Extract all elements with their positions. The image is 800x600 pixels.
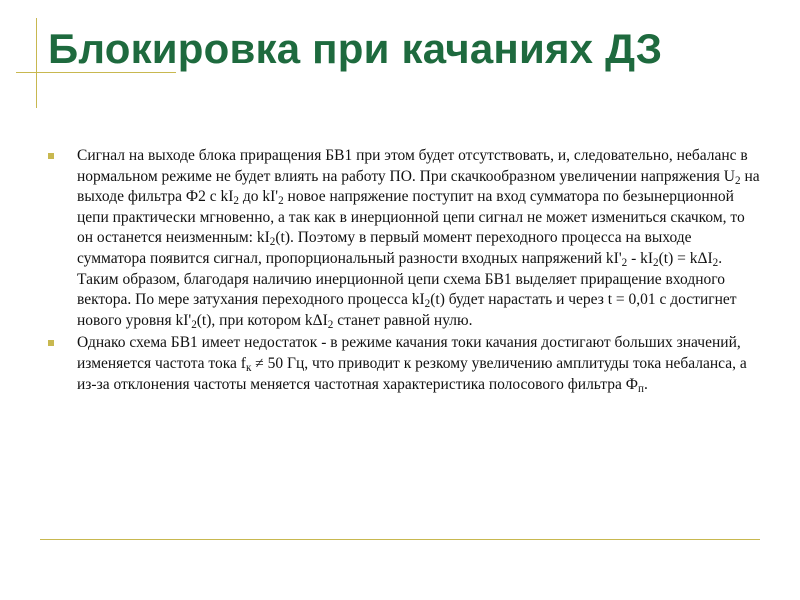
slide-content xyxy=(48,146,763,397)
bullet-text: Однако схема БВ1 имеет недостаток - в режиме качания токи качания достигают больших значений, изменяется частота тока $f_к \ne 50$ Гц, что приводит к резкому увеличению амплитуды тока небаланса, а из-за отклонения частоты меняется частотная характеристика полосового фильтра $Ф_п$. xyxy=(77,334,747,395)
bullet-item xyxy=(48,333,763,395)
bullet-item xyxy=(48,146,763,331)
decorative-footer-line xyxy=(40,539,760,540)
bullet-text: Сигнал на выходе блока приращения БВ1 при этом будет отсутствовать, и, следовательно, небаланс в нормальном режиме не будет влиять на работу ПО. При скачкообразном увеличении напряжения $U_2$ на выходе фильтра Ф2 с $kI_2$ до $kI'_2$ новое напряжение поступит на вход сумматора по безынерционной цепи практически мгновенно, а так как в инерционной цепи сигнал не может измениться скачком, то он останется неизменным: $kI_2(t)$. Поэтому в первый момент переходного процесса на выходе сумматора появится сигнал, пропорциональный разности входных напряжений $kI'_2 - kI_2(t) = k\Delta I_2$. Таким образом, благодаря наличию инерционной цепи схема БВ1 выделяет приращение входного вектора. По мере затухания переходного процесса $kI_2(t)$ будет нарастать и через t = 0,01 с достигнет нового уровня $kI'_2(t)$, при котором kΔI$_2$ станет равной нулю. xyxy=(77,147,760,331)
decorative-vertical-line xyxy=(36,18,37,108)
bullet-square-icon xyxy=(48,153,54,159)
bullet-square-icon xyxy=(48,340,54,346)
slide-title: Блокировка при качаниях ДЗ xyxy=(48,25,663,72)
